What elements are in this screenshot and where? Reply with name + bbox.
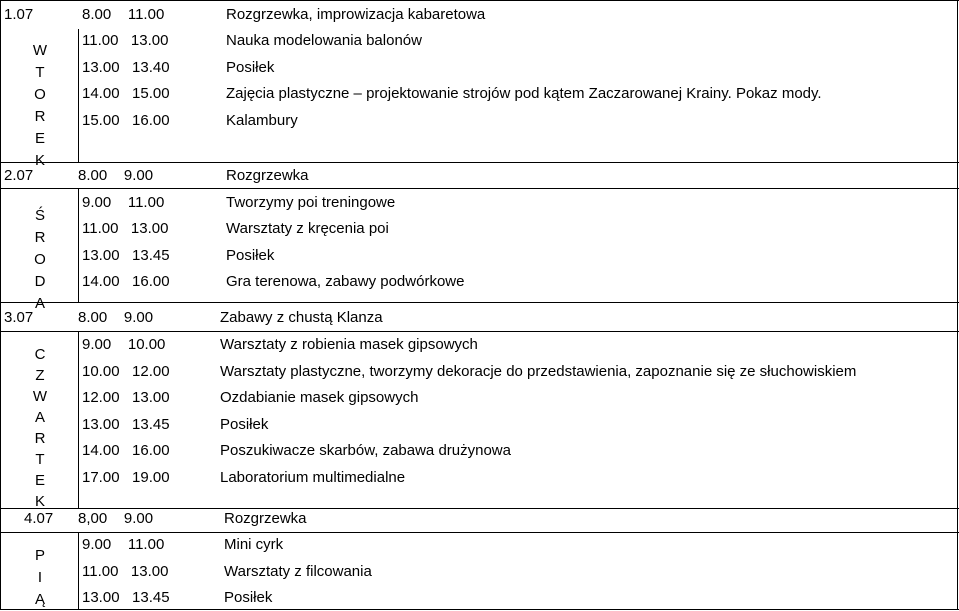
day-date: 2.07 [4, 167, 34, 184]
row-time: 11.00 13.00 [82, 220, 169, 237]
rule [0, 609, 959, 610]
rule [0, 302, 959, 303]
row-activity: Warsztaty z kręcenia poi [226, 220, 389, 237]
weekday-vertical: Ś R O D A [34, 207, 46, 312]
row-activity: Posiłek [226, 247, 275, 264]
row-time: 11.00 13.00 [82, 563, 169, 580]
row-activity: Nauka modelowania balonów [226, 32, 422, 49]
row-activity: Rozgrzewka, improwizacja kabaretowa [226, 6, 486, 23]
weekday-vertical: C Z W A R T E K [32, 346, 48, 510]
rule [0, 0, 1, 610]
weekday-vertical: P I Ą [34, 547, 45, 608]
row-time: 14.00 16.00 [82, 442, 170, 459]
row-activity: Poszukiwacze skarbów, zabawa drużynowa [220, 442, 511, 459]
day-date: 3.07 [4, 309, 34, 326]
row-time: 13.00 13.45 [82, 416, 170, 433]
day-date: 1.07 [4, 6, 34, 23]
rule [0, 162, 959, 163]
row-activity: Rozgrzewka [224, 510, 307, 527]
row-activity: Zabawy z chustą Klanza [220, 309, 383, 326]
row-time: 11.00 13.00 [82, 32, 169, 49]
rule [78, 188, 79, 302]
row-time: 13.00 13.45 [82, 589, 170, 606]
row-activity: Warsztaty z robienia masek gipsowych [220, 336, 478, 353]
row-time: 17.00 19.00 [82, 469, 170, 486]
row-activity: Ozdabianie masek gipsowych [220, 389, 419, 406]
rule [0, 331, 959, 332]
row-time: 13.00 13.45 [82, 247, 170, 264]
row-time: 9.00 11.00 [82, 194, 165, 211]
day-date: 4.07 [24, 510, 54, 527]
row-activity: Laboratorium multimedialne [220, 469, 406, 486]
rule [0, 0, 959, 1]
rule [957, 0, 958, 610]
row-time: 8,00 9.00 [78, 510, 154, 527]
row-activity: Tworzymy poi treningowe [226, 194, 396, 211]
row-time: 12.00 13.00 [82, 389, 170, 406]
row-activity: Posiłek [220, 416, 269, 433]
row-time: 10.00 12.00 [82, 363, 170, 380]
row-activity: Posiłek [226, 59, 275, 76]
weekday-vertical: W T O R E K [32, 42, 48, 169]
row-activity: Gra terenowa, zabawy podwórkowe [226, 273, 465, 290]
row-time: 8.00 11.00 [82, 6, 165, 23]
row-activity: Kalambury [226, 112, 298, 129]
row-activity: Warsztaty z filcowania [224, 563, 372, 580]
row-time: 9.00 11.00 [82, 536, 165, 553]
rule [0, 508, 959, 509]
row-activity: Mini cyrk [224, 536, 284, 553]
row-activity: Posiłek [224, 589, 273, 606]
rule [78, 331, 79, 508]
row-time: 8.00 9.00 [78, 167, 154, 184]
row-time: 9.00 10.00 [82, 336, 166, 353]
rule [78, 532, 79, 610]
row-time: 14.00 15.00 [82, 85, 170, 102]
row-activity: Rozgrzewka [226, 167, 309, 184]
row-time: 15.00 16.00 [82, 112, 170, 129]
rule [0, 188, 959, 189]
row-time: 13.00 13.40 [82, 59, 170, 76]
rule [0, 532, 959, 533]
row-activity: Zajęcia plastyczne – projektowanie strojów pod kątem Zaczarowanej Krainy. Pokaz mody. [226, 85, 822, 102]
row-time: 14.00 16.00 [82, 273, 170, 290]
row-activity: Warsztaty plastyczne, tworzymy dekoracje do przedstawienia, zapoznanie się ze słuchowiskiem [220, 363, 857, 380]
rule [78, 29, 79, 162]
row-time: 8.00 9.00 [78, 309, 154, 326]
